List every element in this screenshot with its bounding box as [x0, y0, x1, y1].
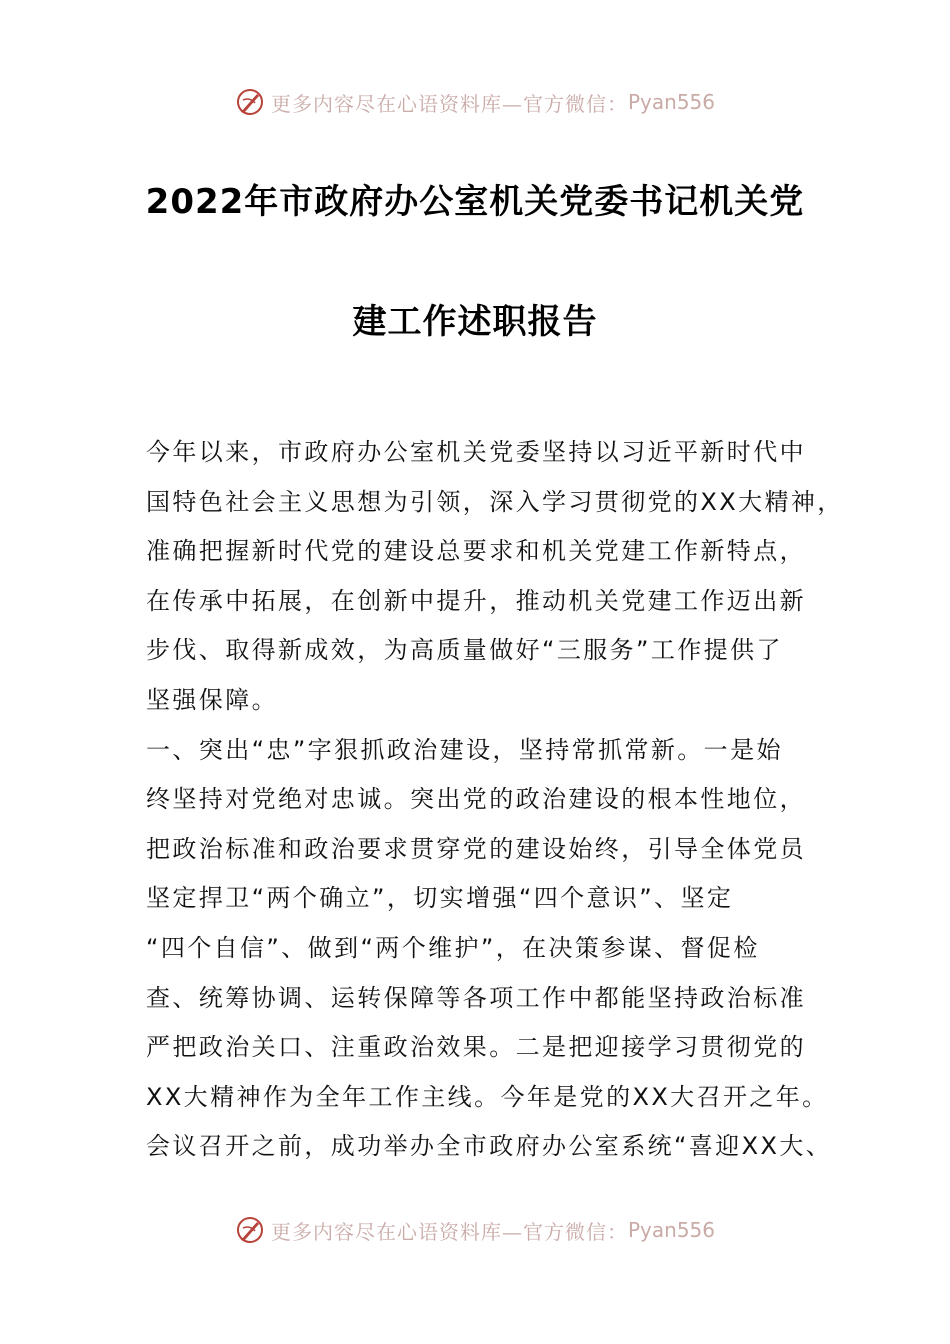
footer-watermark — [0, 1210, 950, 1250]
body-line: 终坚持对党绝对忠诚。突出党的政治建设的根本性地位， — [146, 785, 806, 814]
body-line: 严把政治关口、注重政治效果。二是把迎接学习贯彻党的 — [146, 1033, 806, 1062]
body-line: 查、统筹协调、运转保障等各项工作中都能坚持政治标准 — [146, 983, 806, 1012]
document-body — [146, 428, 844, 1172]
body-line: 会议召开之前，成功举办全市政府办公室系统“喜迎XX大、 — [146, 1132, 833, 1161]
body-line: 国特色社会主义思想为引领，深入学习贯彻党的XX大精神， — [146, 487, 844, 516]
watermark-wechat-id: Pyan556 — [627, 1218, 715, 1242]
body-line: “四个自信”、做到“两个维护”，在决策参谋、督促检 — [146, 933, 760, 962]
body-line: 今年以来，市政府办公室机关党委坚持以习近平新时代中 — [146, 438, 806, 466]
body-line: 坚定捍卫“两个确立”，切实增强“四个意识”、坚定 — [146, 884, 734, 913]
quill-logo-icon — [235, 87, 265, 117]
header-watermark — [0, 82, 950, 122]
body-line: 准确把握新时代党的建设总要求和机关党建工作新特点， — [146, 537, 806, 566]
body-line: 一、突出“忠”字狠抓政治建设，坚持常抓常新。一是始 — [146, 735, 783, 764]
body-line: 把政治标准和政治要求贯穿党的建设始终，引导全体党员 — [146, 834, 806, 863]
body-line: 在传承中拓展，在创新中提升，推动机关党建工作迈出新 — [146, 586, 806, 615]
watermark-text: 更多内容尽在心语资料库—官方微信： — [270, 91, 628, 116]
body-line: XX大精神作为全年工作主线。今年是党的XX大召开之年。 — [146, 1082, 829, 1111]
watermark-wechat-id: Pyan556 — [627, 90, 715, 114]
document-title-line-2: 建工作述职报告 — [352, 302, 598, 342]
watermark-text: 更多内容尽在心语资料库—官方微信： — [270, 1219, 628, 1244]
document-title-line-1: 2022年市政府办公室机关党委书记机关党 — [145, 182, 805, 222]
body-line: 坚强保障。 — [146, 685, 278, 714]
quill-logo-icon — [235, 1215, 265, 1245]
body-line: 步伐、取得新成效，为高质量做好“三服务”工作提供了 — [146, 636, 783, 665]
